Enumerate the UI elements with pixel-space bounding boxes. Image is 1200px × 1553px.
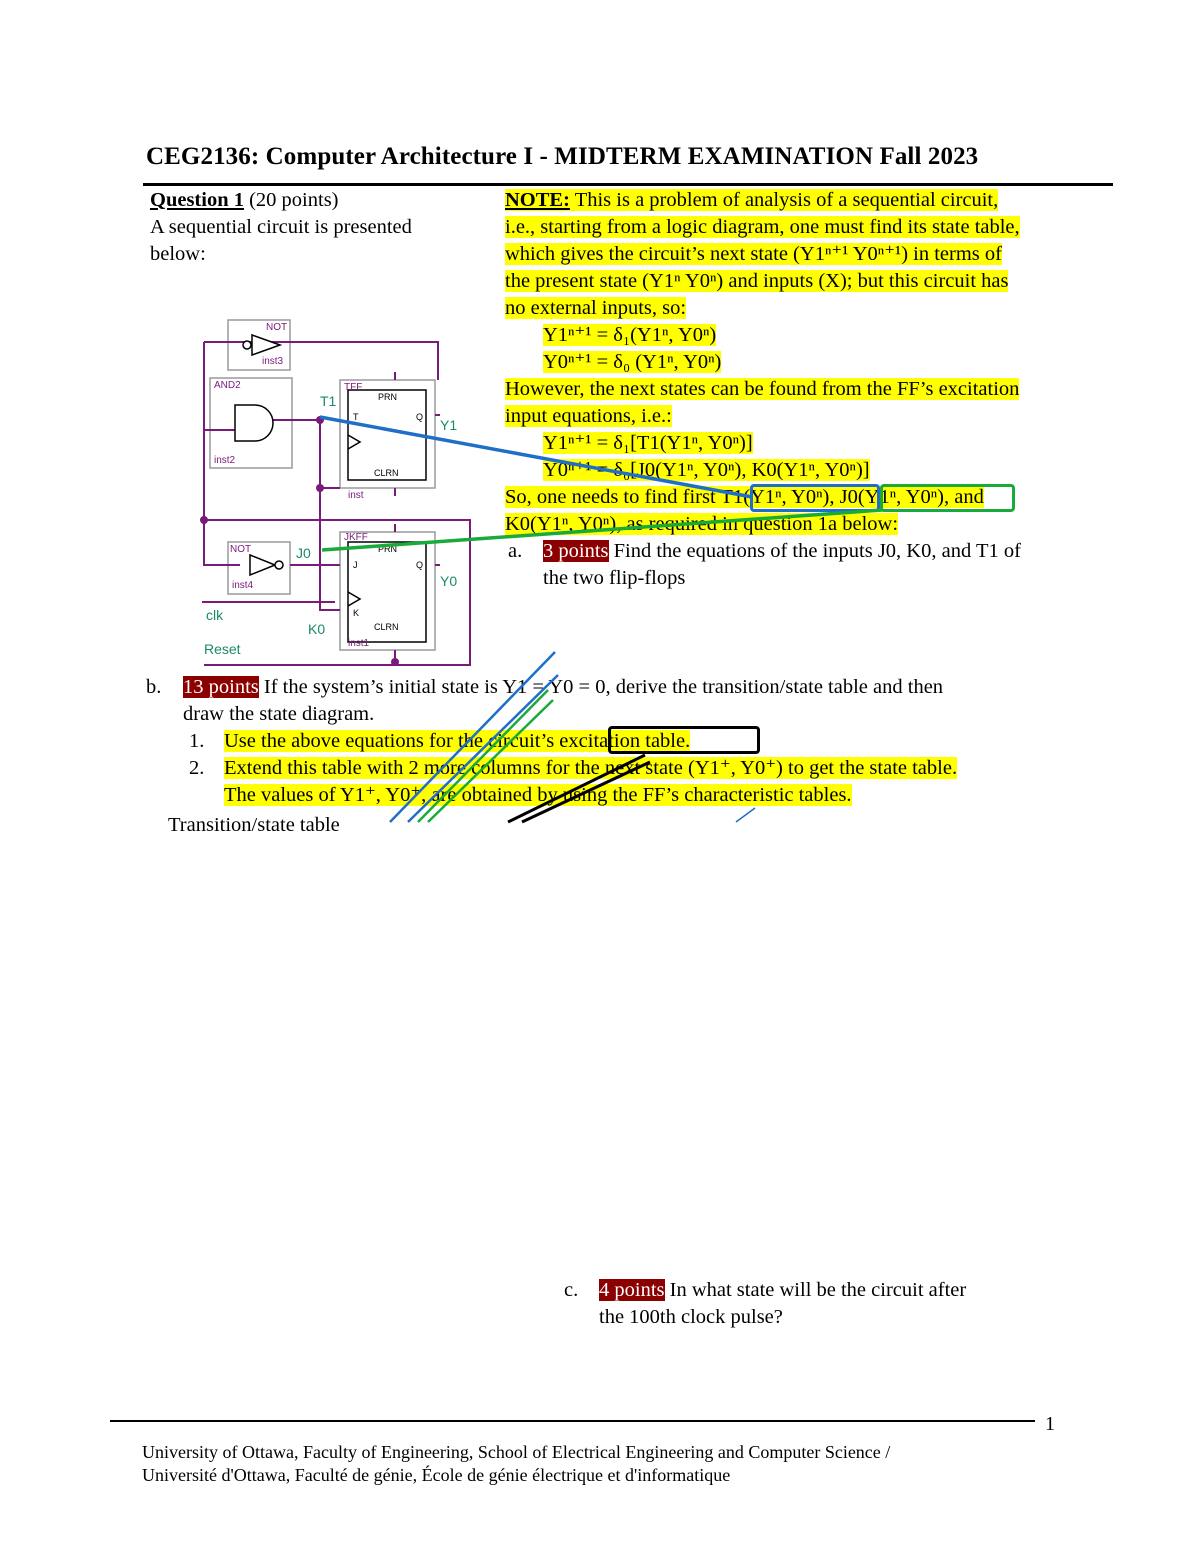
note-line-4: the present state (Y1ⁿ Y0ⁿ) and inputs (X); but this circuit has bbox=[505, 270, 1009, 292]
cut-text: Transition/state table bbox=[168, 814, 340, 836]
note-line-9: K0(Y1ⁿ, Y0ⁿ), as required in question 1a below: bbox=[505, 513, 899, 535]
label-q0: Q bbox=[416, 560, 424, 570]
black-stroke-1 bbox=[508, 755, 645, 822]
label-prn-jk: PRN bbox=[378, 544, 398, 554]
green-stroke-1 bbox=[418, 690, 548, 822]
part-c-points: 4 points bbox=[599, 1279, 665, 1301]
label-tff: TFF bbox=[344, 382, 363, 393]
blue-tick bbox=[736, 808, 755, 822]
note-line-8: So, one needs to find first T1(Y1ⁿ, Y0ⁿ), J0(Y1ⁿ, Y0ⁿ), and bbox=[505, 486, 984, 508]
note-line-6: However, the next states can be found from the FF’s excitation bbox=[505, 378, 1020, 400]
note-line-3: which gives the circuit’s next state (Y1ⁿ⁺¹ Y0ⁿ⁺¹) in terms of bbox=[505, 243, 1002, 265]
note-eq-1: Y1ⁿ⁺¹ = δ₁(Y1ⁿ, Y0ⁿ) bbox=[543, 324, 717, 346]
note-label: NOTE: bbox=[505, 189, 570, 211]
j0-link-line bbox=[322, 510, 882, 550]
note-eq-4: Y0ⁿ⁺¹ = δ₀[J0(Y1ⁿ, Y0ⁿ), K0(Y1ⁿ, Y0ⁿ)] bbox=[543, 459, 870, 481]
part-b-marker: b. bbox=[146, 676, 162, 698]
part-b-item-1-num: 1. bbox=[189, 730, 205, 752]
label-clrn-t: CLRN bbox=[374, 468, 399, 478]
label-t1: T1 bbox=[320, 393, 337, 409]
part-b-line-1: 13 points If the system’s initial state is Y1 = Y0 = 0, derive the transition/state table and then bbox=[183, 676, 944, 698]
part-c-line-2: the 100th clock pulse? bbox=[599, 1306, 783, 1328]
footer-rule bbox=[110, 1420, 1035, 1422]
part-b-line-2: draw the state diagram. bbox=[183, 703, 375, 725]
label-clk: clk bbox=[206, 607, 224, 623]
footer-line-1: University of Ottawa, Faculty of Engineering, School of Electrical Engineering and Computer Science / bbox=[142, 1442, 891, 1462]
label-k0: K0 bbox=[308, 621, 326, 637]
label-clrn-jk: CLRN bbox=[374, 622, 399, 632]
label-jkff: JKFF bbox=[344, 532, 368, 543]
label-reset: Reset bbox=[204, 641, 241, 657]
note-l1: This is a problem of analysis of a sequential circuit, bbox=[574, 189, 999, 211]
part-b-item-2b: The values of Y1⁺, Y0⁺, are obtained by using the FF’s characteristic tables. bbox=[224, 784, 852, 806]
note-eq-3: Y1ⁿ⁺¹ = δ₁[T1(Y1ⁿ, Y0ⁿ)] bbox=[543, 432, 753, 454]
blue-stroke-1 bbox=[390, 652, 555, 822]
black-stroke-2 bbox=[522, 762, 650, 822]
part-a-line-1: 3 points Find the equations of the inputs J0, K0, and T1 of bbox=[543, 540, 1021, 562]
label-not-bottom: NOT bbox=[230, 544, 252, 555]
label-q1: Q bbox=[416, 412, 424, 422]
blue-stroke-2 bbox=[408, 675, 558, 822]
label-not-top: NOT bbox=[266, 322, 288, 333]
page-title: CEG2136: Computer Architecture I - MIDTERM EXAMINATION Fall 2023 bbox=[146, 143, 979, 170]
label-inst2: inst2 bbox=[214, 455, 236, 466]
part-a-points: 3 points bbox=[543, 540, 609, 562]
part-a-marker: a. bbox=[508, 540, 523, 562]
label-k: K bbox=[353, 608, 360, 618]
label-t: T bbox=[353, 412, 359, 422]
note-line-5: no external inputs, so: bbox=[505, 297, 687, 319]
note-eq-2: Y0ⁿ⁺¹ = δ₀ (Y1ⁿ, Y0ⁿ) bbox=[543, 351, 722, 373]
note-line-7: input equations, i.e.: bbox=[505, 405, 672, 427]
part-b-item-1: Use the above equations for the circuit’s excitation table. bbox=[224, 730, 691, 752]
label-y1: Y1 bbox=[440, 417, 458, 433]
part-c-line-1: 4 points In what state will be the circuit after bbox=[599, 1279, 967, 1301]
t1-link-line bbox=[320, 417, 752, 497]
label-inst3: inst3 bbox=[262, 356, 284, 367]
part-b-item-2: Extend this table with 2 more columns for the next state (Y1⁺, Y0⁺) to get the state table. bbox=[224, 757, 958, 779]
part-c-marker: c. bbox=[564, 1279, 579, 1301]
label-y0: Y0 bbox=[440, 573, 458, 589]
part-a-line-2: the two flip-flops bbox=[543, 567, 686, 589]
label-and2: AND2 bbox=[214, 380, 241, 391]
label-inst: inst bbox=[348, 490, 364, 501]
label-inst1: inst1 bbox=[348, 638, 370, 649]
part-b-item-2-num: 2. bbox=[189, 757, 205, 779]
footer-line-2: Université d'Ottawa, Faculté de génie, École de génie électrique et d'informatique bbox=[142, 1465, 731, 1485]
label-j0: J0 bbox=[296, 545, 311, 561]
label-j: J bbox=[353, 560, 358, 570]
label-inst4: inst4 bbox=[232, 580, 254, 591]
intro-line-1: A sequential circuit is presented bbox=[150, 216, 412, 238]
part-b-points: 13 points bbox=[183, 676, 259, 698]
note-line-2: i.e., starting from a logic diagram, one must find its state table, bbox=[505, 216, 1020, 238]
label-prn-t: PRN bbox=[378, 392, 398, 402]
question-points: (20 points) bbox=[249, 189, 339, 211]
question-label: Question 1 bbox=[150, 189, 244, 211]
intro-line-2: below: bbox=[150, 243, 206, 265]
page-number: 1 bbox=[1045, 1413, 1055, 1435]
